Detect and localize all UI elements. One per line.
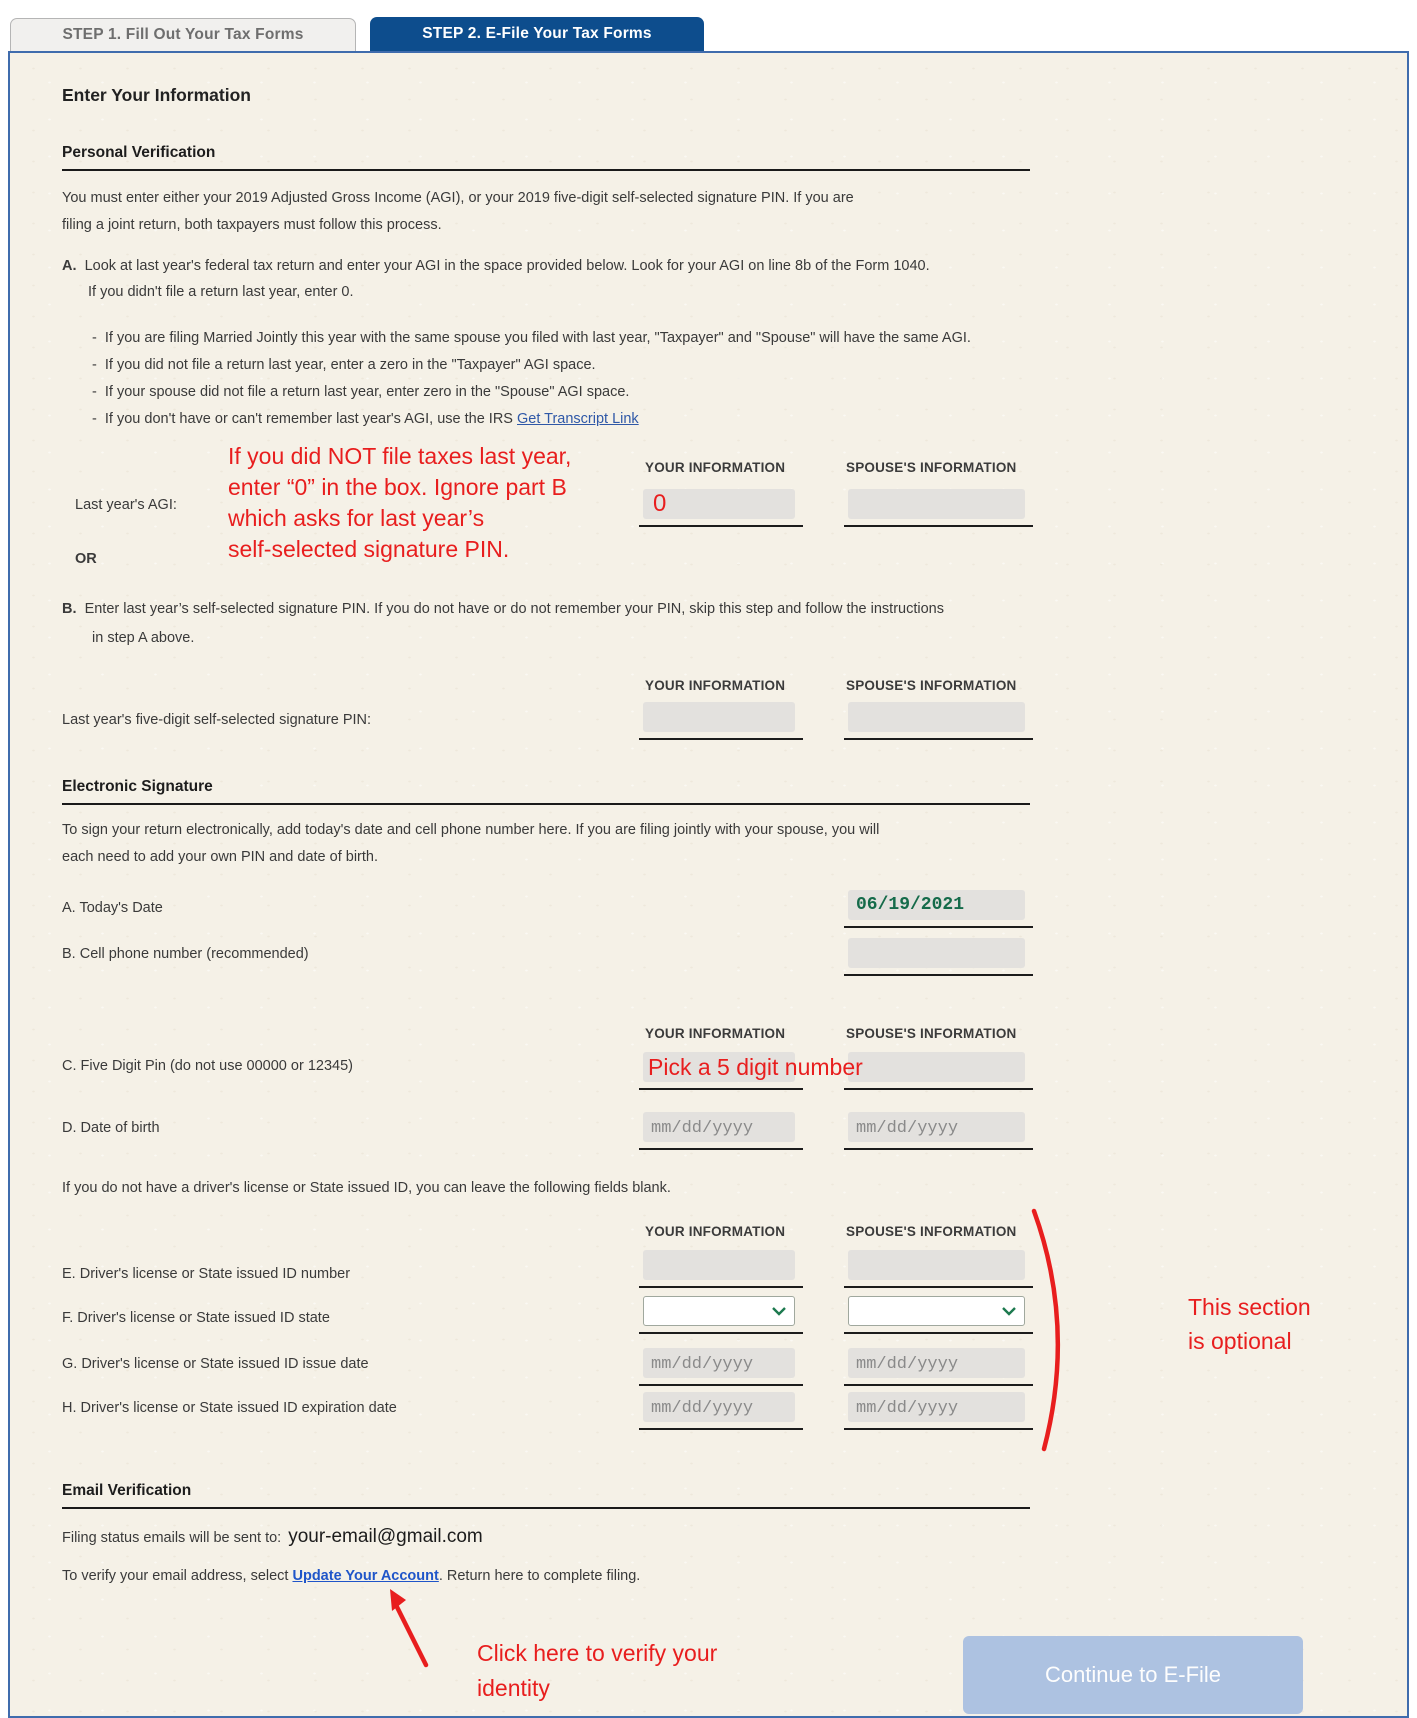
license-note: If you do not have a driver's license or State issued ID, you can leave the following fields blank. <box>62 1180 671 1196</box>
bullet-text: If you are filing Married Jointly this year with the same spouse you filed with last year, "Taxpayer" and "Spouse" will have the same AGI. <box>104 330 971 346</box>
bullet-dash: - <box>92 384 97 400</box>
column-header-spouse: SPOUSE'S INFORMATION <box>846 1026 1017 1041</box>
agi-note-annotation-line4: self-selected signature PIN. <box>228 536 510 562</box>
cell-phone-field <box>848 938 1025 968</box>
optional-note-annotation-line2: is optional <box>1188 1328 1292 1354</box>
license-issue-date-label: G. Driver's license or State issued ID issue date <box>62 1356 369 1372</box>
bullet-item <box>92 411 639 427</box>
issue-date-your-input[interactable] <box>643 1348 795 1378</box>
five-digit-pin-spouse-input[interactable] <box>848 1052 1025 1082</box>
agi-note-annotation-line2: enter “0” in the box. Ignore part B <box>228 474 567 500</box>
verify-email-text-after: . Return here to complete filing. <box>438 1568 641 1584</box>
issue-date-spouse-field <box>848 1348 1025 1378</box>
brace-annotation <box>1020 1205 1090 1455</box>
tab-step2[interactable]: STEP 2. E-File Your Tax Forms <box>370 17 704 51</box>
email-verification-heading: Email Verification <box>62 1482 192 1499</box>
agi-your-input[interactable] <box>643 489 795 519</box>
license-state-your-wrap <box>643 1296 795 1326</box>
dob-your-input[interactable] <box>643 1112 795 1142</box>
expiration-date-your-field <box>643 1392 795 1422</box>
agi-spouse-field <box>848 489 1025 519</box>
verify-note-annotation-line1: Click here to verify your <box>477 1640 718 1666</box>
license-number-spouse-input[interactable] <box>848 1250 1025 1280</box>
bullet-text: If you did not file a return last year, enter a zero in the "Taxpayer" AGI space. <box>104 357 596 373</box>
todays-date-input[interactable] <box>848 890 1025 920</box>
license-state-spouse-select[interactable] <box>848 1296 1025 1326</box>
dob-spouse-input[interactable] <box>848 1112 1025 1142</box>
email-sent-to-label: Filing status emails will be sent to: <box>62 1530 282 1546</box>
dob-spouse-field <box>848 1112 1025 1142</box>
expiration-date-spouse-input[interactable] <box>848 1392 1025 1422</box>
chevron-down-icon <box>772 1307 786 1316</box>
issue-date-spouse-input[interactable] <box>848 1348 1025 1378</box>
bullet-text: If you don't have or can't remember last year's AGI, use the IRS <box>104 411 517 427</box>
bullet-dash: - <box>92 357 97 373</box>
cell-phone-input[interactable] <box>848 938 1025 968</box>
last-year-pin-your-field <box>643 702 795 732</box>
todays-date-field <box>848 890 1025 920</box>
item-a-text: Look at last year's federal tax return and enter your AGI in the space provided below. Look for your AGI on line 8b of the Form 1040. <box>84 258 930 274</box>
license-expiration-date-label: H. Driver's license or State issued ID expiration date <box>62 1400 397 1416</box>
agi-your-field <box>643 489 795 519</box>
arrow-icon <box>368 1585 468 1670</box>
column-header-spouse: SPOUSE'S INFORMATION <box>846 1224 1017 1239</box>
column-header-your: YOUR INFORMATION <box>645 678 786 693</box>
tab-step1[interactable]: STEP 1. Fill Out Your Tax Forms <box>10 18 356 51</box>
license-state-label: F. Driver's license or State issued ID state <box>62 1310 330 1326</box>
verify-email-line <box>62 1568 640 1584</box>
bullet-item <box>92 384 629 400</box>
update-your-account-link[interactable]: Update Your Account <box>292 1568 439 1584</box>
es-intro-line1: To sign your return electronically, add today's date and cell phone number here. If you are filing jointly with your spouse, you will <box>62 822 880 838</box>
agi-spouse-input[interactable] <box>848 489 1025 519</box>
five-digit-pin-label: C. Five Digit Pin (do not use 00000 or 12345) <box>62 1058 353 1074</box>
five-digit-pin-spouse-field <box>848 1052 1025 1082</box>
get-transcript-link[interactable]: Get Transcript Link <box>517 411 639 427</box>
pv-intro-line1: You must enter either your 2019 Adjusted Gross Income (AGI), or your 2019 five-digit self-selected signature PIN. If you are <box>62 190 854 206</box>
last-year-pin-your-input[interactable] <box>643 702 795 732</box>
content-panel <box>8 51 1409 1718</box>
bullet-text: If your spouse did not file a return last year, enter zero in the "Spouse" AGI space. <box>104 384 630 400</box>
pv-intro-line2: filing a joint return, both taxpayers must follow this process. <box>62 217 442 233</box>
verify-note-annotation-line2: identity <box>477 1675 550 1701</box>
item-a-prefix: A. <box>62 258 77 274</box>
license-state-spouse-wrap <box>848 1296 1025 1326</box>
expiration-date-spouse-field <box>848 1392 1025 1422</box>
bullet-dash: - <box>92 330 97 346</box>
electronic-signature-heading: Electronic Signature <box>62 778 213 795</box>
item-a-line1 <box>62 258 930 274</box>
agi-note-annotation-line1: If you did NOT file taxes last year, <box>228 443 572 469</box>
last-year-pin-spouse-input[interactable] <box>848 702 1025 732</box>
dob-your-field <box>643 1112 795 1142</box>
dob-label: D. Date of birth <box>62 1120 160 1136</box>
section-divider <box>62 803 1030 805</box>
expiration-date-your-input[interactable] <box>643 1392 795 1422</box>
es-intro-line2: each need to add your own PIN and date of birth. <box>62 849 378 865</box>
column-header-spouse: SPOUSE'S INFORMATION <box>846 678 1017 693</box>
bullet-item <box>92 330 971 346</box>
personal-verification-heading: Personal Verification <box>62 144 216 161</box>
item-b-line1 <box>62 601 944 617</box>
page-title: Enter Your Information <box>62 85 251 105</box>
pin-note-annotation: Pick a 5 digit number <box>648 1054 863 1080</box>
item-a-line2: If you didn't file a return last year, enter 0. <box>88 284 354 300</box>
column-header-spouse: SPOUSE'S INFORMATION <box>846 460 1017 475</box>
license-number-your-input[interactable] <box>643 1250 795 1280</box>
license-number-spouse-field <box>848 1250 1025 1280</box>
bullet-item <box>92 357 596 373</box>
or-label: OR <box>75 551 97 567</box>
continue-to-efile-button[interactable]: Continue to E-File <box>963 1636 1303 1714</box>
column-header-your: YOUR INFORMATION <box>645 460 786 475</box>
last-year-pin-label: Last year's five-digit self-selected signature PIN: <box>62 712 372 728</box>
bullet-dash: - <box>92 411 97 427</box>
license-state-your-select[interactable] <box>643 1296 795 1326</box>
item-b-text: Enter last year’s self-selected signature PIN. If you do not have or do not remember your PIN, skip this step and follow the instructions <box>84 601 944 617</box>
column-header-your: YOUR INFORMATION <box>645 1224 786 1239</box>
column-header-your: YOUR INFORMATION <box>645 1026 786 1041</box>
verify-email-text-before: To verify your email address, select <box>62 1568 293 1584</box>
license-number-your-field <box>643 1250 795 1280</box>
last-year-pin-spouse-field <box>848 702 1025 732</box>
issue-date-your-field <box>643 1348 795 1378</box>
email-address: your-email@gmail.com <box>288 1526 483 1547</box>
todays-date-label: A. Today's Date <box>62 900 163 916</box>
item-b-prefix: B. <box>62 601 77 617</box>
section-divider <box>62 1507 1030 1509</box>
item-b-line2: in step A above. <box>92 630 195 646</box>
chevron-down-icon <box>1002 1307 1016 1316</box>
agi-label: Last year's AGI: <box>75 497 177 513</box>
optional-note-annotation-line1: This section <box>1188 1294 1311 1320</box>
license-number-label: E. Driver's license or State issued ID number <box>62 1266 351 1282</box>
email-sent-to-line <box>62 1526 483 1548</box>
section-divider <box>62 169 1030 171</box>
cell-phone-label: B. Cell phone number (recommended) <box>62 946 309 962</box>
agi-note-annotation-line3: which asks for last year’s <box>228 505 485 531</box>
